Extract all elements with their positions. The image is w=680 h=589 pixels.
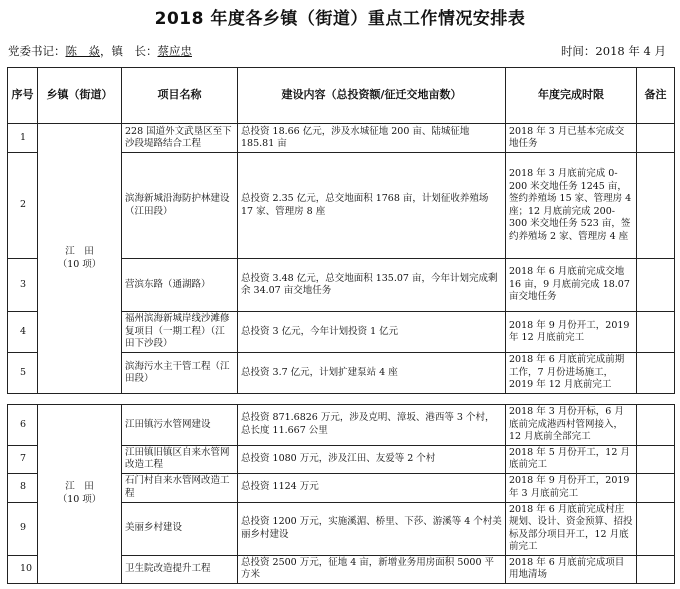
- row-deadline: 2018 年 3 月底前完成 0-200 米交地任务 1245 亩，签约养殖场 15 家、管理房 4 座；12 月底前完成 200-300 米交地任务 523 亩，签约养殖场 2 家、管理房 4 座: [506, 153, 637, 259]
- row-no: 2: [8, 153, 38, 259]
- report-time: 时间：2018 年 4 月: [560, 44, 666, 58]
- row-content: 总投资 871.6826 万元，涉及克明、漳坂、港西等 3 个村，总长度 11.667 公里: [238, 405, 506, 446]
- row-no: 5: [8, 353, 38, 394]
- work-table-part2: [7, 404, 675, 584]
- row-deadline: 2018 年 6 月底前完成前期工作，7 月份进场施工，2019 年 12 月底前完工: [506, 353, 637, 394]
- town-count: （10 项）: [57, 258, 102, 270]
- row-content: 总投资 3.7 亿元，计划扩建泵站 4 座: [238, 353, 506, 394]
- row-note: [637, 124, 675, 153]
- row-note: [637, 405, 675, 446]
- page-title: 2018 年度各乡镇（街道）重点工作情况安排表: [154, 9, 526, 29]
- row-deadline: 2018 年 3 月份开标，6 月底前完成港西村管网接入，12 月底前全部完工: [506, 405, 637, 446]
- row-note: [637, 312, 675, 353]
- header-deadline: 年度完成时限: [506, 68, 637, 124]
- row-note: [637, 445, 675, 473]
- table-row: [8, 405, 675, 446]
- row-note: [637, 353, 675, 394]
- row-content: 总投资 3.48 亿元，总交地面积 135.07 亩，今年计划完成剩余 34.07 亩交地任务: [238, 259, 506, 312]
- secretary-label: 党委书记：: [8, 44, 66, 58]
- row-project: 滨海污水主干管工程（江田段）: [122, 353, 238, 394]
- row-no: 3: [8, 259, 38, 312]
- row-content: 总投资 3 亿元，今年计划投资 1 亿元: [238, 312, 506, 353]
- row-no: 10: [8, 555, 38, 583]
- row-deadline: 2018 年 6 月底前完成交地 16 亩，9 月底前完成 18.07 亩交地任务: [506, 259, 637, 312]
- row-no: 9: [8, 502, 38, 555]
- row-project: 228 国道外文武垦区至下沙段堤路结合工程: [122, 124, 238, 153]
- row-content: 总投资 2.35 亿元，总交地面积 1768 亩，计划征收养殖场 17 家、管理房 8 座: [238, 153, 506, 259]
- mayor-name: 蔡应忠: [157, 44, 192, 58]
- row-note: [637, 502, 675, 555]
- row-deadline: 2018 年 9 月份开工，2019 年 3 月底前完工: [506, 473, 637, 502]
- row-project: 卫生院改造提升工程: [122, 555, 238, 583]
- officials-line: 党委书记：陈 焱，镇 长：蔡应忠: [8, 44, 192, 58]
- row-content: 总投资 1124 万元: [238, 473, 506, 502]
- row-project: 美丽乡村建设: [122, 502, 238, 555]
- header-project: 项目名称: [122, 68, 238, 124]
- row-note: [637, 153, 675, 259]
- row-project: 福州滨海新城岸线沙滩修复项目（一期工程）（江田下沙段）: [122, 312, 238, 353]
- row-deadline: 2018 年 3 月已基本完成交地任务: [506, 124, 637, 153]
- header-note: 备注: [637, 68, 675, 124]
- town-cell: [38, 124, 122, 394]
- row-note: [637, 555, 675, 583]
- row-note: [637, 473, 675, 502]
- row-project: 江田镇旧镇区自来水管网改造工程: [122, 445, 238, 473]
- row-deadline: 2018 年 6 月底前完成项目用地清场: [506, 555, 637, 583]
- row-content: 总投资 1200 万元，实施溪湄、桥里、下莎、游溪等 4 个村美丽乡村建设: [238, 502, 506, 555]
- row-project: 滨海新城沿海防护林建设（江田段）: [122, 153, 238, 259]
- row-no: 6: [8, 405, 38, 446]
- mayor-label: 镇 长：: [111, 44, 158, 58]
- secretary-name: 陈 焱: [65, 44, 100, 58]
- row-no: 8: [8, 473, 38, 502]
- header-town: 乡镇（街道）: [38, 68, 122, 124]
- work-table-part1: [7, 67, 675, 394]
- town-name: 江 田: [65, 246, 94, 257]
- row-deadline: 2018 年 9 月份开工，2019 年 12 月底前完工: [506, 312, 637, 353]
- row-no: 4: [8, 312, 38, 353]
- town-cell: [38, 405, 122, 584]
- row-content: 总投资 2500 万元，征地 4 亩，新增业务用房面积 5000 平方米: [238, 555, 506, 583]
- row-deadline: 2018 年 6 月底前完成村庄规划、设计、资金预算、招投标及部分项目开工，12 月底前完工: [506, 502, 637, 555]
- row-project: 江田镇污水管网建设: [122, 405, 238, 446]
- header-no: 序号: [8, 68, 38, 124]
- row-content: 总投资 1080 万元，涉及江田、友爱等 2 个村: [238, 445, 506, 473]
- table-row: [8, 124, 675, 153]
- row-no: 7: [8, 445, 38, 473]
- row-note: [637, 259, 675, 312]
- row-project: 营滨东路（通湖路）: [122, 259, 238, 312]
- row-content: 总投资 18.66 亿元，涉及水城征地 200 亩、陆城征地 185.81 亩: [238, 124, 506, 153]
- header-content: 建设内容（总投资额/征迁交地亩数）: [238, 68, 506, 124]
- row-deadline: 2018 年 5 月份开工，12 月底前完工: [506, 445, 637, 473]
- table-header-row: [8, 68, 675, 124]
- town-count: （10 项）: [57, 493, 102, 505]
- town-name: 江 田: [65, 481, 94, 493]
- row-project: 石门村自来水管网改造工程: [122, 473, 238, 502]
- row-no: 1: [8, 124, 38, 153]
